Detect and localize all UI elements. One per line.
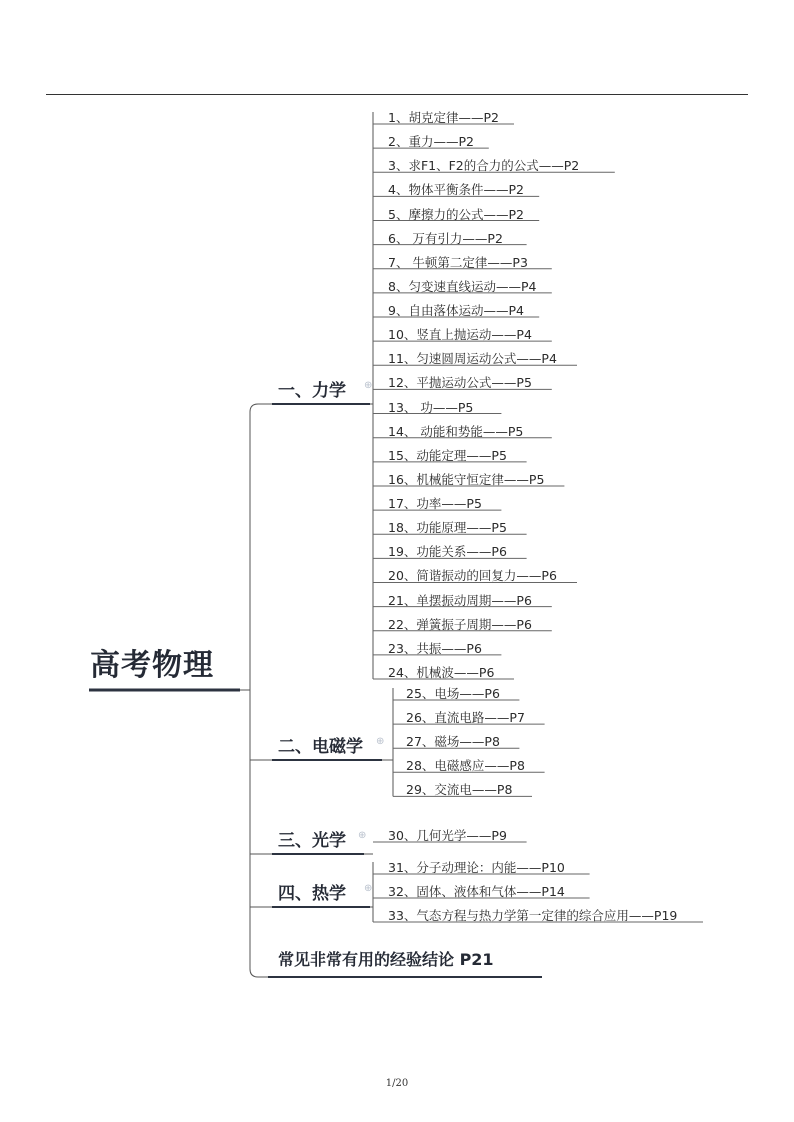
topic-item: 12、平抛运动公式——P5 (388, 375, 532, 391)
topic-item: 22、弹簧振子周期——P6 (388, 616, 532, 632)
topic-item: 32、固体、液体和气体——P14 (388, 884, 565, 899)
topic-item: 16、机械能守恒定律——P5 (388, 471, 545, 487)
topic-item: 30、几何光学——P9 (388, 828, 507, 843)
collapse-icon: ⊕ (364, 380, 373, 391)
topic-item: 14、 动能和势能——P5 (388, 423, 524, 439)
topic-item: 25、电场——P6 (406, 686, 500, 701)
topic-item: 26、直流电路——P7 (406, 710, 525, 726)
topic-item: 33、气态方程与热力学第一定律的综合应用——P19 (388, 908, 678, 923)
collapse-icon: ⊕ (364, 883, 373, 894)
topic-item: 10、竖直上抛运动——P4 (388, 327, 532, 343)
trunk-top (250, 404, 278, 412)
topic-item: 15、动能定理——P5 (388, 447, 507, 463)
topic-item: 9、自由落体运动——P4 (388, 303, 524, 319)
section-title: 四、热学 (278, 884, 346, 904)
topic-item: 29、交流电——P8 (406, 782, 513, 798)
topic-item: 24、机械波——P6 (388, 664, 495, 680)
topic-item: 4、物体平衡条件——P2 (388, 182, 524, 198)
experience-conclusions-node: 常见非常有用的经验结论 P21 (278, 950, 494, 969)
topic-item: 11、匀速圆周运动公式——P4 (388, 351, 557, 367)
topic-item: 19、功能关系——P6 (388, 544, 507, 560)
topic-item: 20、简谐振动的回复力——P6 (388, 568, 557, 584)
topic-item: 5、摩擦力的公式——P2 (388, 206, 524, 222)
section-title: 三、光学 (278, 831, 346, 851)
topic-item: 2、重力——P2 (388, 134, 474, 150)
topic-item: 3、求F1、F2的合力的公式——P2 (388, 158, 580, 174)
topic-item: 21、单摆振动周期——P6 (388, 592, 532, 608)
topic-item: 8、匀变速直线运动——P4 (388, 278, 537, 294)
topic-item: 23、共振——P6 (388, 640, 482, 656)
topic-item: 6、 万有引力——P2 (388, 230, 503, 246)
section-title: 二、电磁学 (278, 737, 363, 757)
topic-item: 18、功能原理——P5 (388, 520, 507, 536)
section-title: 一、力学 (278, 381, 346, 401)
collapse-icon: ⊕ (358, 830, 367, 841)
topic-item: 1、胡克定律——P2 (388, 110, 499, 125)
collapse-icon: ⊕ (376, 736, 385, 747)
topic-item: 13、 功——P5 (388, 399, 474, 415)
topic-item: 7、 牛顿第二定律——P3 (388, 254, 528, 270)
topic-item: 31、分子动理论：内能——P10 (388, 860, 565, 875)
topic-item: 28、电磁感应——P8 (406, 758, 525, 774)
root-title: 高考物理 (90, 648, 214, 683)
topic-item: 17、功率——P5 (388, 496, 482, 512)
trunk-bottom (250, 969, 278, 977)
page-number: 1/20 (385, 1078, 409, 1089)
topic-item: 27、磁场——P8 (406, 734, 500, 750)
